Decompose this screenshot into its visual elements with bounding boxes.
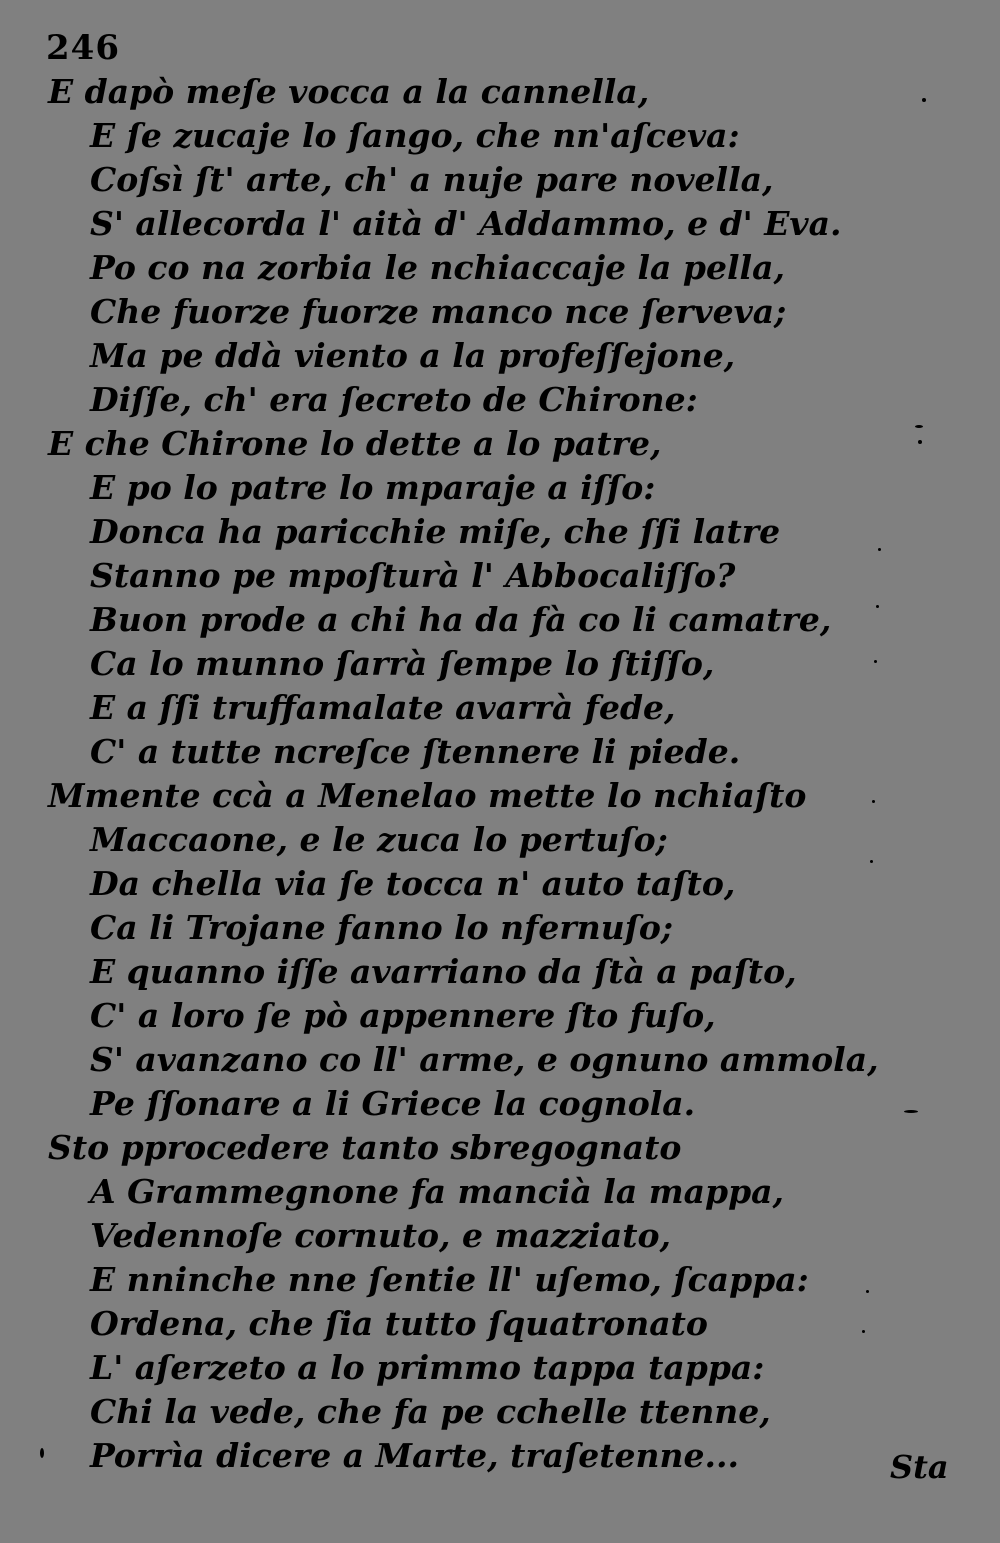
verse-line: E ſe zucaje lo ſango, che nn'aſceva:: [90, 116, 740, 155]
verse-line: Po co na zorbia le nchiaccaje la pella,: [90, 248, 785, 287]
print-speck: [918, 440, 922, 444]
verse-line: C' a loro ſe pò appennere ſto fuſo,: [90, 996, 716, 1035]
verse-line: E nninche nne ſentie ll' uſemo, ſcappa:: [90, 1260, 809, 1299]
verse-line: Ca lo munno ſarrà ſempe lo ſtiſſo,: [90, 644, 715, 683]
verse-line: Stanno pe mpoſturà l' Abbocaliſſo?: [90, 556, 736, 595]
verse-line: A Grammegnone fa mancià la mappa,: [90, 1172, 785, 1211]
verse-line: Maccaone, e le zuca lo pertuſo;: [90, 820, 668, 859]
verse-line: S' allecorda l' aità d' Addammo, e d' Eva.: [90, 204, 842, 243]
verse-line: Sto pprocedere tanto sbregognato: [48, 1128, 682, 1167]
print-speck: [40, 1448, 44, 1458]
print-speck: [870, 860, 873, 863]
verse-line: Chi la vede, che fa pe cchelle ttenne,: [90, 1392, 771, 1431]
print-speck: [904, 1110, 918, 1113]
verse-line: Donca ha paricchie miſe, che ſſi latre: [90, 512, 781, 551]
print-speck: [874, 660, 877, 663]
verse-line: E che Chirone lo dette a lo patre,: [48, 424, 662, 463]
verse-line: Ca li Trojane fanno lo nfernuſo;: [90, 908, 674, 947]
verse-line: Vedennoſe cornuto, e mazziato,: [90, 1216, 671, 1255]
verse-line: Mmente ccà a Menelao mette lo nchiaſto: [48, 776, 807, 815]
catchword: Sta: [890, 1448, 949, 1486]
verse-line: Che fuorze fuorze manco nce ſerveva;: [90, 292, 787, 331]
verse-line: Buon prode a chi ha da fà co li camatre,: [90, 600, 832, 639]
print-speck: [878, 548, 881, 551]
verse-line: Ma pe ddà viento a la profeſſejone,: [90, 336, 736, 375]
verse-line: C' a tutte ncreſce ſtennere li piede.: [90, 732, 741, 771]
verse-line: Diſſe, ch' era ſecreto de Chirone:: [90, 380, 698, 419]
print-speck: [872, 800, 875, 803]
print-speck: [922, 98, 926, 102]
print-speck: [876, 605, 879, 608]
verse-line: Coſsì ſt' arte, ch' a nuje pare novella,: [90, 160, 774, 199]
verse-line: E a ſſi truffamalate avarrà fede,: [90, 688, 676, 727]
page-number: 246: [46, 28, 120, 68]
verse-line: E dapò meſe vocca a la cannella,: [48, 72, 650, 111]
verse-line: S' avanzano co ll' arme, e ognuno ammola,: [90, 1040, 879, 1079]
verse-line: E po lo patre lo mparaje a iſſo:: [90, 468, 656, 507]
verse-line: Ordena, che ſia tutto ſquatronato: [90, 1304, 708, 1343]
verse-line: E quanno iſſe avarriano da ſtà a paſto,: [90, 952, 797, 991]
print-speck: [862, 1330, 865, 1333]
verse-line: Da chella via ſe tocca n' auto taſto,: [90, 864, 736, 903]
print-speck: [866, 1290, 869, 1293]
verse-line: L' aſerzeto a lo primmo tappa tappa:: [90, 1348, 765, 1387]
verse-line: Porrìa dicere a Marte, traſetenne...: [90, 1436, 739, 1475]
print-speck: [915, 425, 923, 428]
verse-line: Pe ſſonare a li Griece la cognola.: [90, 1084, 696, 1123]
